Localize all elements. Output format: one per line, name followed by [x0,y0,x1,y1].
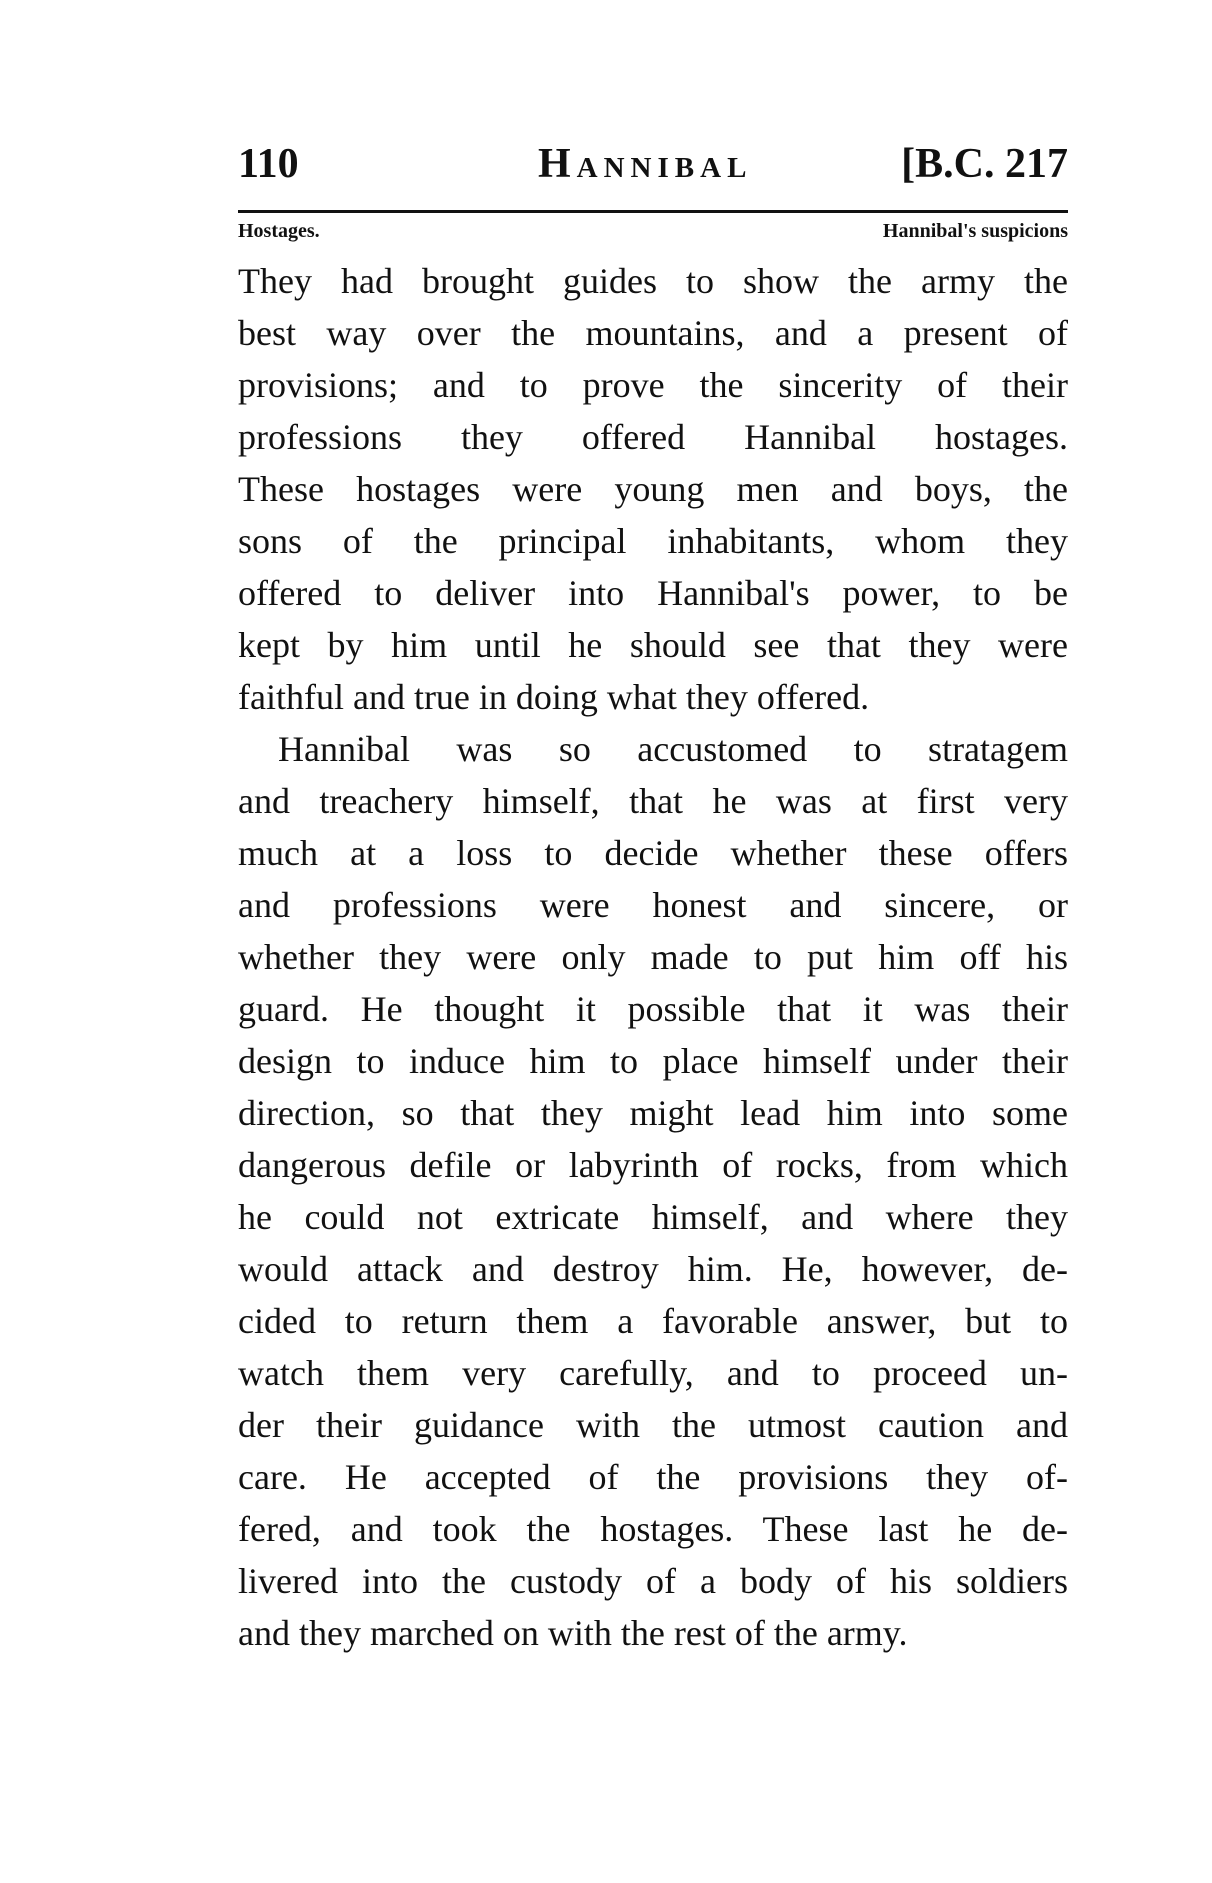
text-line: and they marched on with the rest of the army. [238,1613,908,1653]
running-title: Hannibal [538,141,753,187]
text-line: cided to return them a favorable answer, but to [238,1301,1068,1341]
paragraph-2 [238,723,1068,1659]
text-line: der their guidance with the utmost caution and [238,1405,1068,1445]
text-line: dangerous defile or labyrinth of rocks, from which [238,1145,1068,1185]
marginal-subheads [238,220,1068,246]
text-line: offered to deliver into Hannibal's power, to be [238,573,1068,613]
text-line: faithful and true in doing what they offered. [238,677,870,717]
text-line: much at a loss to decide whether these offers [238,833,1068,873]
text-line: Hannibal was so accustomed to stratagem [278,729,1068,769]
page-header [238,140,1068,200]
body-text [238,255,1068,1659]
text-line: These hostages were young men and boys, the [238,469,1068,509]
text-line: fered, and took the hostages. These last he de- [238,1509,1068,1549]
text-line: professions they offered Hannibal hostages. [238,417,1068,457]
text-line: and professions were honest and sincere, or [238,885,1068,925]
text-line: sons of the principal inhabitants, whom they [238,521,1068,561]
text-line: and treachery himself, that he was at first very [238,781,1068,821]
page-number: 110 [238,141,299,187]
left-subhead: Hostages. [238,220,320,242]
paragraph-1 [238,255,1068,723]
header-rule [238,210,1068,213]
text-line: care. He accepted of the provisions they of- [238,1457,1068,1497]
text-line: he could not extricate himself, and where they [238,1197,1068,1237]
text-line: whether they were only made to put him off his [238,937,1068,977]
text-line: provisions; and to prove the sincerity of their [238,365,1068,405]
text-line: design to induce him to place himself under their [238,1041,1068,1081]
chapter-date: [B.C. 217 [901,141,1068,187]
right-subhead: Hannibal's suspicions [882,220,1068,242]
text-line: watch them very carefully, and to proceed un- [238,1353,1068,1393]
text-line: best way over the mountains, and a present of [238,313,1068,353]
text-line: They had brought guides to show the army the [238,261,1068,301]
text-line: direction, so that they might lead him into some [238,1093,1068,1133]
text-line: guard. He thought it possible that it was their [238,989,1068,1029]
text-line: kept by him until he should see that they were [238,625,1068,665]
text-line: would attack and destroy him. He, however, de- [238,1249,1068,1289]
text-line: livered into the custody of a body of his soldiers [238,1561,1068,1601]
